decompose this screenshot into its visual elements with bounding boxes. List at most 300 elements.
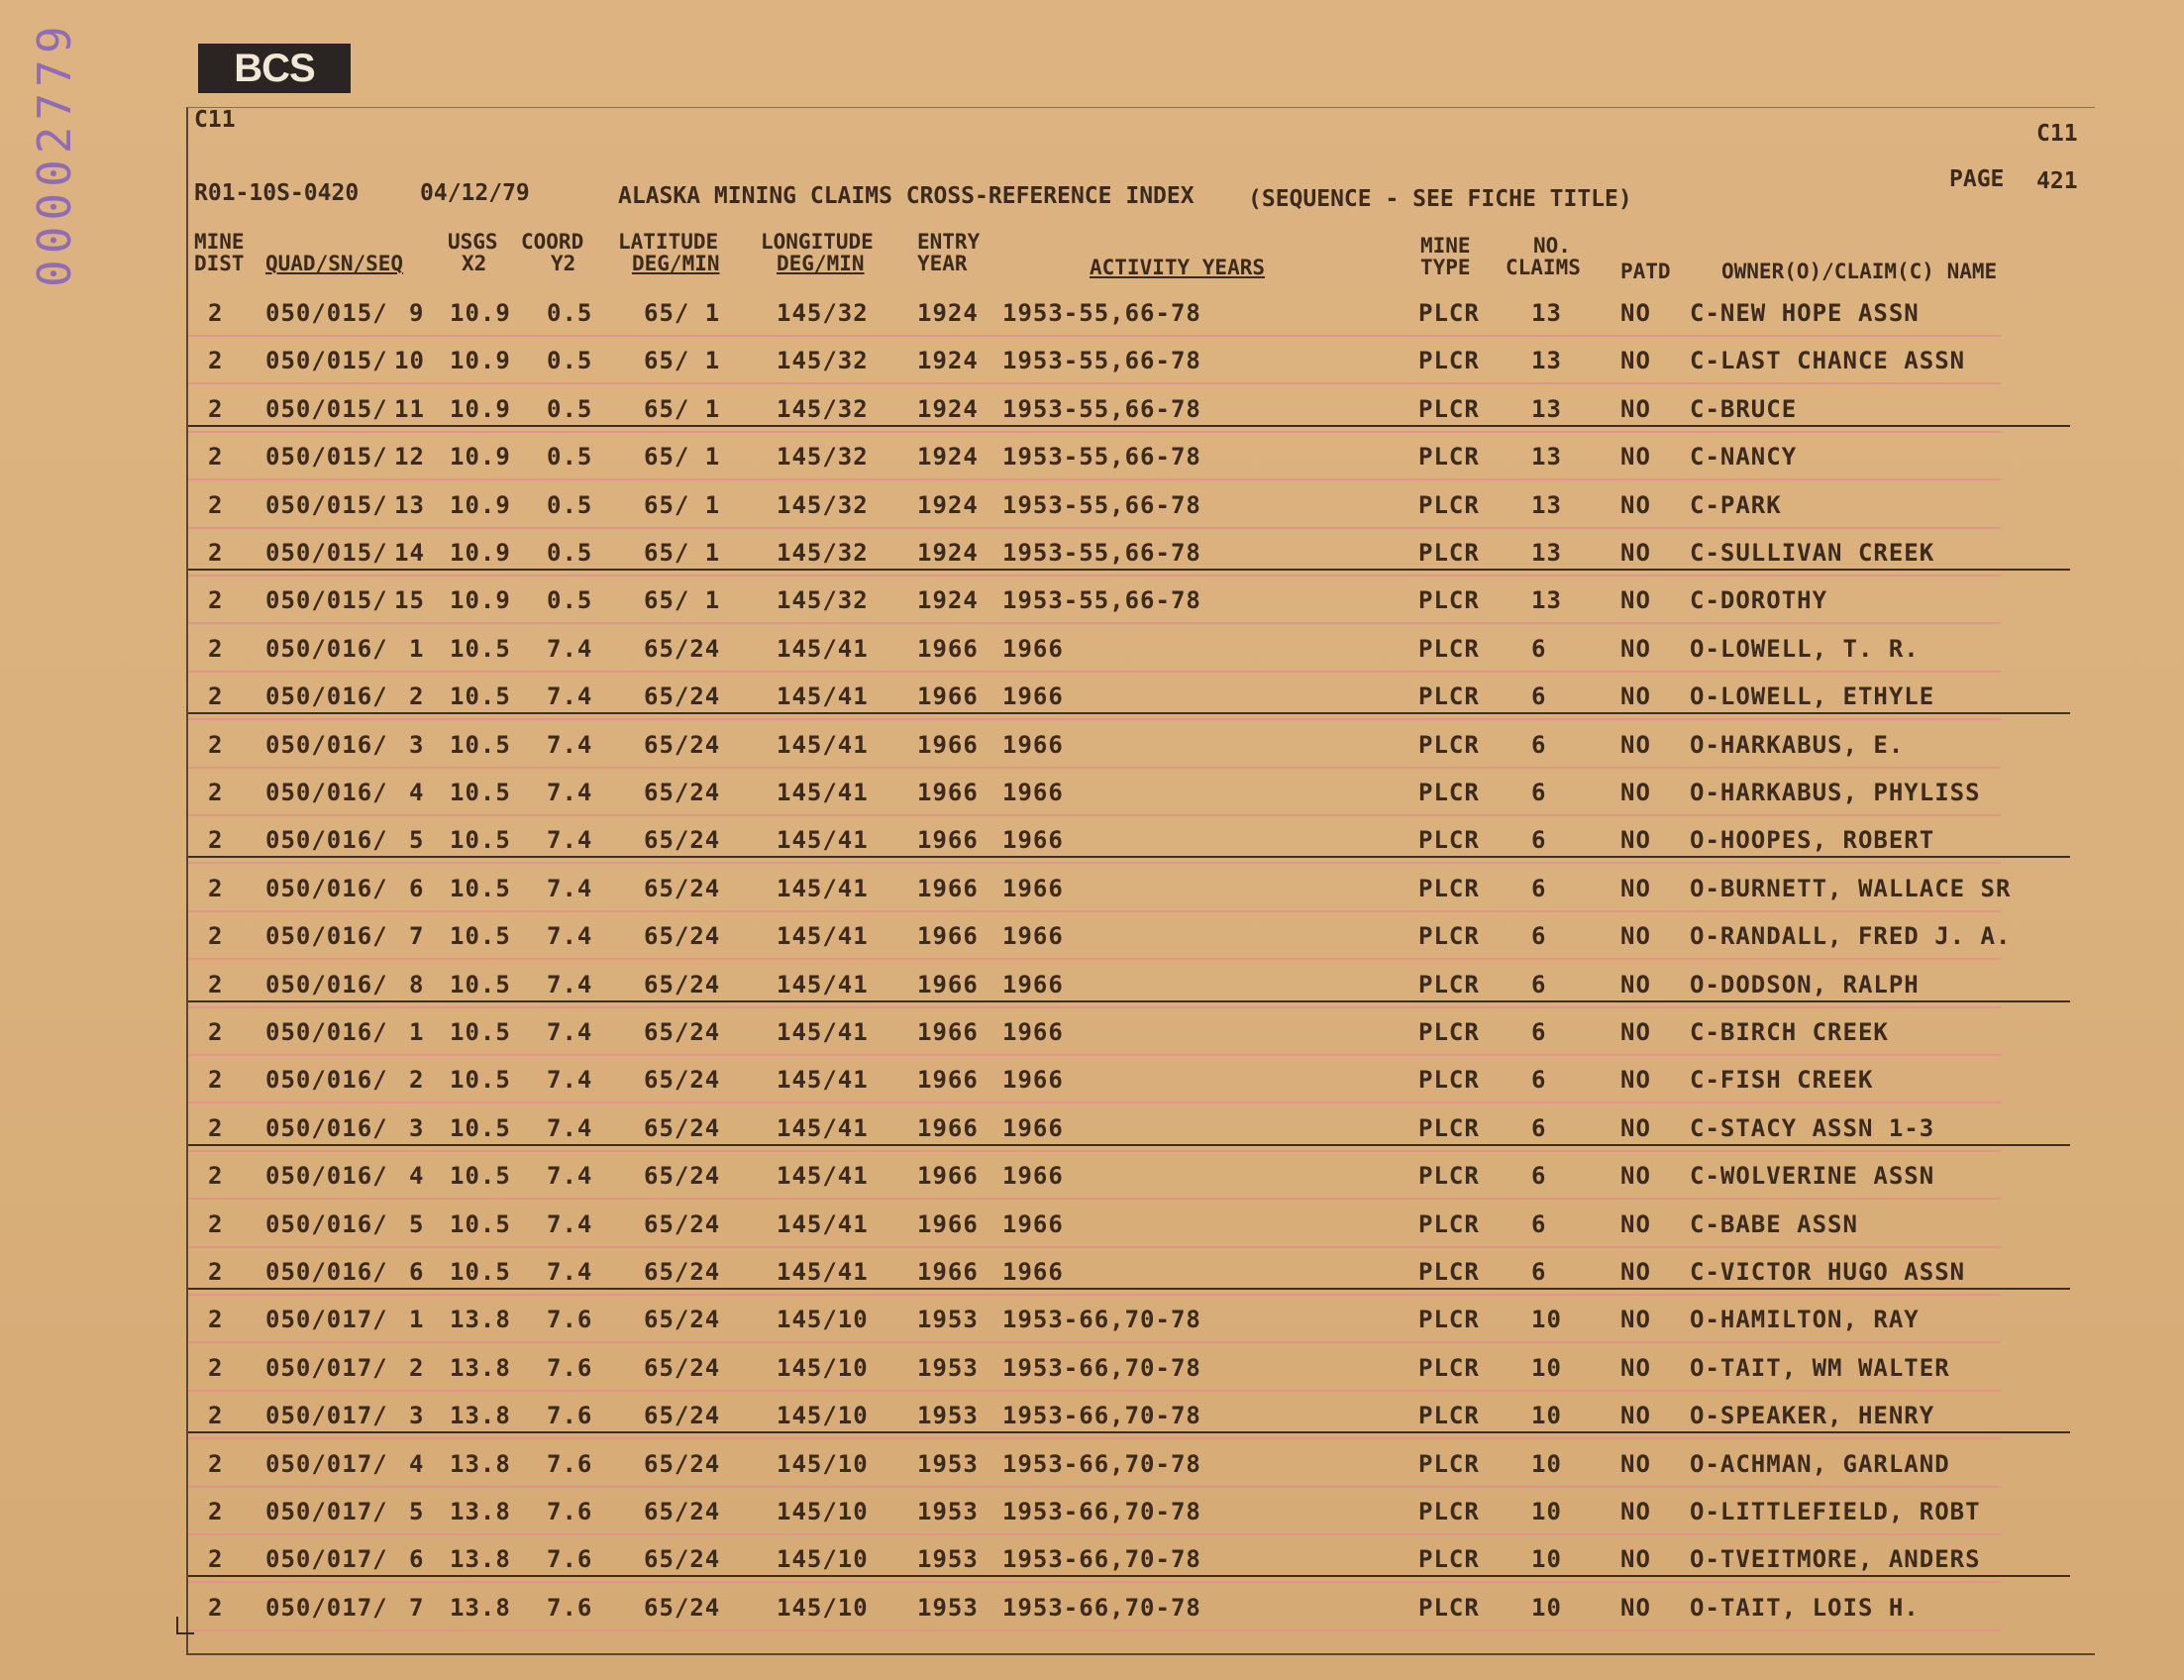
cell-y2: 7.4: [547, 779, 593, 806]
col-lon-bottom: DEG/MIN: [777, 252, 865, 275]
row-rule-line: [188, 1102, 2001, 1103]
cell-activity: 1966: [1002, 1113, 1064, 1142]
cell-y2: 7.4: [547, 826, 593, 855]
cell-lon: 145/32: [777, 586, 869, 615]
row-rule-line: [188, 1533, 2001, 1535]
cell-activity: 1953-66,70-78: [1002, 1402, 1201, 1430]
cell-y2: 0.5: [547, 394, 593, 423]
cell-claims: 10: [1531, 1306, 1562, 1334]
cell-type: PLCR: [1418, 1545, 1480, 1574]
cell-lon: 145/41: [777, 1258, 869, 1286]
col-coord-top: COORD: [521, 230, 584, 254]
cell-patd: NO: [1620, 779, 1651, 806]
cell-x2: 10.5: [450, 826, 511, 855]
cell-owner: O-HOOPES, ROBERT: [1690, 826, 1935, 855]
cell-lon: 145/41: [777, 1113, 869, 1142]
cell-dist: 2: [208, 1593, 224, 1622]
cell-claims: 6: [1531, 1113, 1547, 1142]
cell-patd: NO: [1620, 1498, 1651, 1525]
cell-owner: O-TAIT, WM WALTER: [1690, 1353, 1950, 1382]
col-mine-top: MINE: [194, 230, 245, 254]
cell-dist: 2: [208, 1449, 224, 1478]
cell-quad: 050/015/: [265, 490, 388, 519]
cell-type: PLCR: [1418, 779, 1480, 806]
cell-lon: 145/32: [777, 347, 869, 375]
cell-type: PLCR: [1418, 922, 1480, 951]
cell-quad: 050/016/: [265, 1066, 388, 1095]
cell-activity: 1966: [1002, 1258, 1064, 1286]
cell-lat: 65/ 1: [644, 490, 721, 519]
cell-seq: 13: [394, 490, 425, 519]
cell-seq: 15: [394, 586, 425, 615]
cell-patd: NO: [1620, 922, 1651, 951]
cell-owner: O-LOWELL, ETHYLE: [1690, 682, 1935, 711]
cell-entry: 1924: [917, 347, 979, 375]
row-rule-line: [188, 1341, 2001, 1343]
cell-y2: 7.4: [547, 1258, 593, 1286]
cell-dist: 2: [208, 1353, 224, 1382]
cell-claims: 6: [1531, 874, 1547, 902]
row-underline: [188, 1000, 2070, 1002]
cell-quad: 050/015/: [265, 347, 388, 375]
row-rule-line: [188, 382, 2001, 384]
cell-seq: 7: [409, 1593, 425, 1622]
cell-lat: 65/24: [644, 1162, 721, 1191]
cell-owner: O-BURNETT, WALLACE SR: [1690, 874, 2012, 902]
col-lat-bottom: DEG/MIN: [632, 252, 720, 275]
cell-entry: 1966: [917, 1258, 979, 1286]
cell-x2: 10.5: [450, 874, 511, 902]
cell-y2: 0.5: [547, 539, 593, 567]
cell-activity: 1953-55,66-78: [1002, 443, 1201, 472]
cell-entry: 1966: [917, 1209, 979, 1238]
cell-x2: 10.5: [450, 682, 511, 711]
cell-seq: 4: [409, 1162, 425, 1191]
col-entry-top: ENTRY: [917, 230, 981, 254]
cell-lat: 65/ 1: [644, 299, 721, 327]
cell-patd: NO: [1620, 1113, 1651, 1142]
cell-lon: 145/10: [777, 1593, 869, 1622]
cell-claims: 6: [1531, 970, 1547, 998]
cell-lat: 65/ 1: [644, 443, 721, 472]
cell-claims: 6: [1531, 634, 1547, 663]
row-rule-line: [188, 622, 2001, 624]
cell-dist: 2: [208, 490, 224, 519]
col-lat-top: LATITUDE: [618, 230, 719, 254]
cell-lon: 145/41: [777, 970, 869, 998]
cell-patd: NO: [1620, 1593, 1651, 1622]
cell-lon: 145/32: [777, 443, 869, 472]
cell-entry: 1966: [917, 682, 979, 711]
cell-activity: 1966: [1002, 1018, 1064, 1046]
cell-y2: 0.5: [547, 443, 593, 472]
cell-x2: 13.8: [450, 1593, 511, 1622]
row-underline: [188, 425, 2070, 427]
cell-activity: 1953-66,70-78: [1002, 1498, 1201, 1525]
report-id: R01-10S-0420: [194, 180, 360, 206]
cell-patd: NO: [1620, 1545, 1651, 1574]
cell-seq: 9: [409, 299, 425, 327]
cell-x2: 10.9: [450, 394, 511, 423]
cell-entry: 1966: [917, 1018, 979, 1046]
cell-claims: 10: [1531, 1498, 1562, 1525]
cell-patd: NO: [1620, 634, 1651, 663]
cell-seq: 6: [409, 1545, 425, 1574]
cell-claims: 10: [1531, 1353, 1562, 1382]
row-underline: [188, 1288, 2070, 1290]
cell-seq: 12: [394, 443, 425, 472]
col-entry-bottom: YEAR: [917, 252, 968, 275]
cell-quad: 050/017/: [265, 1449, 388, 1478]
cell-quad: 050/017/: [265, 1306, 388, 1334]
cell-y2: 7.4: [547, 682, 593, 711]
cell-owner: C-FISH CREEK: [1690, 1066, 1874, 1095]
cell-activity: 1966: [1002, 730, 1064, 759]
cell-y2: 7.4: [547, 730, 593, 759]
row-rule-line: [188, 1054, 2001, 1056]
cell-dist: 2: [208, 970, 224, 998]
cell-type: PLCR: [1418, 443, 1480, 472]
cell-y2: 7.6: [547, 1593, 593, 1622]
cell-quad: 050/015/: [265, 586, 388, 615]
row-underline: [188, 1575, 2070, 1577]
cell-type: PLCR: [1418, 1449, 1480, 1478]
code-left: C11: [194, 107, 236, 133]
cell-x2: 13.8: [450, 1449, 511, 1478]
cell-activity: 1953-55,66-78: [1002, 299, 1201, 327]
cell-type: PLCR: [1418, 1066, 1480, 1095]
cell-seq: 3: [409, 730, 425, 759]
cell-dist: 2: [208, 394, 224, 423]
cell-patd: NO: [1620, 1066, 1651, 1095]
cell-seq: 7: [409, 922, 425, 951]
cell-type: PLCR: [1418, 394, 1480, 423]
row-rule-line: [188, 431, 2001, 433]
cell-owner: C-NEW HOPE ASSN: [1690, 299, 1920, 327]
cell-y2: 7.6: [547, 1353, 593, 1382]
cell-patd: NO: [1620, 443, 1651, 472]
page-label: PAGE: [1949, 166, 2005, 192]
cell-lat: 65/ 1: [644, 347, 721, 375]
cell-lat: 65/24: [644, 826, 721, 855]
cell-entry: 1953: [917, 1353, 979, 1382]
cell-claims: 13: [1531, 490, 1562, 519]
cell-type: PLCR: [1418, 347, 1480, 375]
cell-activity: 1953-66,70-78: [1002, 1306, 1201, 1334]
cell-quad: 050/016/: [265, 922, 388, 951]
cell-activity: 1953-55,66-78: [1002, 394, 1201, 423]
cell-patd: NO: [1620, 1162, 1651, 1191]
cell-lon: 145/41: [777, 1209, 869, 1238]
cell-seq: 1: [409, 1018, 425, 1046]
cell-claims: 6: [1531, 826, 1547, 855]
cell-x2: 13.8: [450, 1402, 511, 1430]
cell-claims: 6: [1531, 1066, 1547, 1095]
cell-patd: NO: [1620, 299, 1651, 327]
row-underline: [188, 712, 2070, 714]
cell-patd: NO: [1620, 730, 1651, 759]
cell-x2: 13.8: [450, 1353, 511, 1382]
cell-entry: 1924: [917, 586, 979, 615]
cell-x2: 13.8: [450, 1498, 511, 1525]
cell-activity: 1966: [1002, 922, 1064, 951]
code-right: C11: [2036, 121, 2078, 147]
cell-y2: 0.5: [547, 347, 593, 375]
cell-activity: 1953-66,70-78: [1002, 1593, 1201, 1622]
report-title: ALASKA MINING CLAIMS CROSS-REFERENCE INDEX: [618, 183, 1195, 209]
col-type-top: MINE: [1420, 234, 1471, 258]
cell-quad: 050/016/: [265, 682, 388, 711]
cell-lon: 145/41: [777, 826, 869, 855]
cell-lon: 145/10: [777, 1402, 869, 1430]
cell-owner: O-LOWELL, T. R.: [1690, 634, 1920, 663]
cell-y2: 0.5: [547, 586, 593, 615]
col-lon-top: LONGITUDE: [761, 230, 874, 254]
cell-quad: 050/016/: [265, 1209, 388, 1238]
cell-type: PLCR: [1418, 299, 1480, 327]
cell-y2: 7.6: [547, 1306, 593, 1334]
cell-seq: 3: [409, 1402, 425, 1430]
cell-seq: 14: [394, 539, 425, 567]
row-underline: [188, 569, 2070, 571]
cell-y2: 0.5: [547, 490, 593, 519]
cell-owner: C-STACY ASSN 1-3: [1690, 1113, 1935, 1142]
cell-claims: 6: [1531, 1209, 1547, 1238]
cell-owner: O-HAMILTON, RAY: [1690, 1306, 1920, 1334]
cell-seq: 6: [409, 1258, 425, 1286]
row-rule-line: [188, 718, 2001, 720]
cell-activity: 1966: [1002, 682, 1064, 711]
cell-lon: 145/10: [777, 1449, 869, 1478]
cell-type: PLCR: [1418, 1353, 1480, 1382]
cell-owner: C-PARK: [1690, 490, 1782, 519]
cell-x2: 10.5: [450, 1018, 511, 1046]
cell-seq: 11: [394, 394, 425, 423]
cell-lon: 145/10: [777, 1306, 869, 1334]
row-rule-line: [188, 671, 2001, 673]
cell-quad: 050/016/: [265, 1258, 388, 1286]
cell-type: PLCR: [1418, 634, 1480, 663]
cell-owner: C-BABE ASSN: [1690, 1209, 1858, 1238]
cell-activity: 1966: [1002, 634, 1064, 663]
cell-dist: 2: [208, 1306, 224, 1334]
cell-y2: 7.6: [547, 1449, 593, 1478]
report-date: 04/12/79: [420, 180, 530, 206]
col-owner: OWNER(O)/CLAIM(C) NAME: [1721, 260, 1998, 283]
cell-owner: O-TVEITMORE, ANDERS: [1690, 1545, 1981, 1574]
cell-entry: 1953: [917, 1306, 979, 1334]
cell-seq: 1: [409, 634, 425, 663]
brand-logo: BCS: [198, 44, 351, 93]
cell-activity: 1966: [1002, 970, 1064, 998]
col-claims-top: NO.: [1533, 234, 1571, 258]
cell-type: PLCR: [1418, 1209, 1480, 1238]
cell-patd: NO: [1620, 682, 1651, 711]
col-coord-bottom: Y2: [551, 252, 576, 275]
cell-lon: 145/41: [777, 682, 869, 711]
cell-y2: 7.4: [547, 922, 593, 951]
cell-entry: 1924: [917, 490, 979, 519]
cell-activity: 1953-66,70-78: [1002, 1449, 1201, 1478]
cell-type: PLCR: [1418, 1498, 1480, 1525]
cell-lon: 145/41: [777, 922, 869, 951]
cell-x2: 10.5: [450, 1113, 511, 1142]
row-underline: [188, 1144, 2070, 1146]
cell-entry: 1966: [917, 826, 979, 855]
cell-y2: 7.4: [547, 1018, 593, 1046]
row-rule-line: [188, 1246, 2001, 1248]
cell-patd: NO: [1620, 394, 1651, 423]
cell-entry: 1966: [917, 1162, 979, 1191]
cell-seq: 4: [409, 779, 425, 806]
cell-patd: NO: [1620, 1258, 1651, 1286]
cell-y2: 7.4: [547, 1113, 593, 1142]
cell-lon: 145/41: [777, 1162, 869, 1191]
cell-owner: C-VICTOR HUGO ASSN: [1690, 1258, 1966, 1286]
cell-quad: 050/016/: [265, 1162, 388, 1191]
cell-owner: C-BRUCE: [1690, 394, 1798, 423]
cell-seq: 4: [409, 1449, 425, 1478]
cell-activity: 1953-55,66-78: [1002, 347, 1201, 375]
cell-y2: 7.6: [547, 1545, 593, 1574]
cell-lat: 65/ 1: [644, 586, 721, 615]
cell-lat: 65/24: [644, 1113, 721, 1142]
cell-quad: 050/015/: [265, 539, 388, 567]
cell-owner: O-RANDALL, FRED J. A.: [1690, 922, 2012, 951]
cell-entry: 1966: [917, 1113, 979, 1142]
cell-entry: 1953: [917, 1402, 979, 1430]
cell-entry: 1966: [917, 1066, 979, 1095]
cell-quad: 050/016/: [265, 730, 388, 759]
cell-dist: 2: [208, 1209, 224, 1238]
cell-seq: 10: [394, 347, 425, 375]
cell-activity: 1966: [1002, 1162, 1064, 1191]
cell-y2: 7.4: [547, 1066, 593, 1095]
cell-entry: 1953: [917, 1498, 979, 1525]
cell-claims: 10: [1531, 1545, 1562, 1574]
cell-claims: 6: [1531, 730, 1547, 759]
cell-type: PLCR: [1418, 730, 1480, 759]
cell-lat: 65/24: [644, 922, 721, 951]
cell-seq: 5: [409, 1498, 425, 1525]
cell-lat: 65/24: [644, 1353, 721, 1382]
cell-lon: 145/32: [777, 299, 869, 327]
cell-dist: 2: [208, 299, 224, 327]
cell-claims: 13: [1531, 394, 1562, 423]
cell-x2: 13.8: [450, 1545, 511, 1574]
cell-type: PLCR: [1418, 1162, 1480, 1191]
row-rule-line: [188, 1294, 2001, 1296]
cell-type: PLCR: [1418, 539, 1480, 567]
cell-patd: NO: [1620, 1353, 1651, 1382]
cell-owner: O-HARKABUS, E.: [1690, 730, 1905, 759]
cell-lat: 65/24: [644, 874, 721, 902]
cell-x2: 10.9: [450, 299, 511, 327]
cell-type: PLCR: [1418, 970, 1480, 998]
cell-lat: 65/24: [644, 1498, 721, 1525]
cell-quad: 050/016/: [265, 1018, 388, 1046]
cell-claims: 13: [1531, 347, 1562, 375]
cell-lat: 65/24: [644, 1018, 721, 1046]
cell-activity: 1953-55,66-78: [1002, 539, 1201, 567]
cell-type: PLCR: [1418, 1113, 1480, 1142]
cell-activity: 1953-66,70-78: [1002, 1353, 1201, 1382]
cell-quad: 050/015/: [265, 394, 388, 423]
cell-quad: 050/017/: [265, 1498, 388, 1525]
cell-owner: O-HARKABUS, PHYLISS: [1690, 779, 1981, 806]
cell-lat: 65/ 1: [644, 394, 721, 423]
cell-seq: 1: [409, 1306, 425, 1334]
cell-lat: 65/24: [644, 682, 721, 711]
cell-quad: 050/015/: [265, 299, 388, 327]
cell-x2: 10.5: [450, 730, 511, 759]
sequence-note: (SEQUENCE - SEE FICHE TITLE): [1248, 186, 1632, 212]
cell-y2: 7.4: [547, 970, 593, 998]
cell-x2: 10.9: [450, 443, 511, 472]
cell-type: PLCR: [1418, 682, 1480, 711]
cell-patd: NO: [1620, 874, 1651, 902]
cell-claims: 6: [1531, 1258, 1547, 1286]
cell-entry: 1966: [917, 922, 979, 951]
cell-type: PLCR: [1418, 826, 1480, 855]
col-usgs-bottom: X2: [462, 252, 487, 275]
cell-entry: 1966: [917, 970, 979, 998]
cell-y2: 7.6: [547, 1498, 593, 1525]
cell-x2: 10.9: [450, 347, 511, 375]
cell-claims: 6: [1531, 922, 1547, 951]
cell-owner: O-DODSON, RALPH: [1690, 970, 1920, 998]
cell-patd: NO: [1620, 347, 1651, 375]
row-underline: [188, 1431, 2070, 1433]
cell-entry: 1953: [917, 1545, 979, 1574]
cell-patd: NO: [1620, 1209, 1651, 1238]
col-claims-bottom: CLAIMS: [1506, 256, 1581, 279]
cell-type: PLCR: [1418, 1018, 1480, 1046]
cell-lat: 65/24: [644, 1402, 721, 1430]
col-activity: ACTIVITY YEARS: [1090, 256, 1266, 279]
cell-lat: 65/24: [644, 1449, 721, 1478]
cell-quad: 050/017/: [265, 1353, 388, 1382]
cell-patd: NO: [1620, 539, 1651, 567]
cell-patd: NO: [1620, 970, 1651, 998]
cell-lat: 65/24: [644, 634, 721, 663]
cell-seq: 6: [409, 874, 425, 902]
cell-entry: 1966: [917, 779, 979, 806]
cell-x2: 10.5: [450, 970, 511, 998]
page-number: 421: [2036, 168, 2078, 194]
cell-lat: 65/24: [644, 1258, 721, 1286]
row-rule-line: [188, 527, 2001, 529]
cell-dist: 2: [208, 1113, 224, 1142]
cell-owner: C-LAST CHANCE ASSN: [1690, 347, 1966, 375]
cell-y2: 7.4: [547, 634, 593, 663]
col-quad: QUAD/SN/SEQ: [265, 252, 404, 275]
cell-quad: 050/016/: [265, 826, 388, 855]
stamped-number: 00002779: [28, 20, 81, 287]
cell-patd: NO: [1620, 1402, 1651, 1430]
cell-entry: 1966: [917, 874, 979, 902]
cell-entry: 1966: [917, 730, 979, 759]
cell-lon: 145/41: [777, 1066, 869, 1095]
row-rule-line: [188, 814, 2001, 816]
cell-x2: 10.5: [450, 1066, 511, 1095]
cell-entry: 1924: [917, 394, 979, 423]
cell-y2: 7.4: [547, 1162, 593, 1191]
cell-owner: C-DOROTHY: [1690, 586, 1828, 615]
row-rule-line: [188, 958, 2001, 960]
cell-owner: O-SPEAKER, HENRY: [1690, 1402, 1935, 1430]
cell-seq: 5: [409, 826, 425, 855]
